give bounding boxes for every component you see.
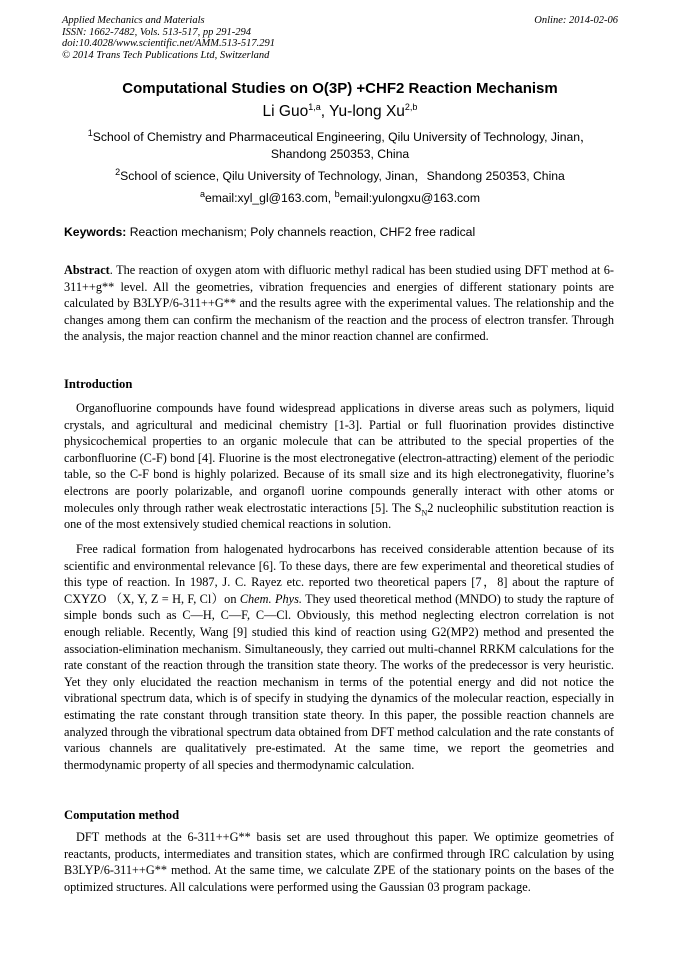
email-mark: a (199, 188, 205, 199)
author-name: Yu-long Xu (329, 103, 405, 120)
paragraph-text: 2 nucleophilic substitution reaction is one of the most extensively studied chemical reactions in solution. (64, 500, 614, 532)
copyright-line: © 2014 Trans Tech Publications Ltd, Switzerland (62, 49, 270, 61)
abstract-label: Abstract (64, 263, 110, 277)
email-b[interactable]: email:yulongxu@163.com (339, 191, 480, 205)
author-name: Li Guo (262, 103, 309, 120)
keywords-text: Reaction mechanism; Poly channels reaction, CHF2 free radical (126, 225, 476, 239)
introduction-paragraph-2 (64, 541, 614, 773)
journal-header (62, 15, 618, 61)
subscript: N (421, 508, 428, 518)
keywords (64, 225, 620, 239)
paragraph-text: They used theoretical method (MNDO) to study the rapture of simple bonds such as C—H, C—F, C—Cl. Obviously, this method neglecting electron correlation is not enough reliable. Recently, Wang [9] studied this kind of reaction using G2(MP2) method and presented the association-elimination mechanism. Simultaneously, they carried out multi-channel RRKM calculations for the rate constant of the reaction through the transition state theory. The works of the predecessor is very heuristic. Yet they only elucidated the reaction mechanism in terms of the potential energy and did not notice the vibrational spectrum data, which is of specify in studying the dynamics of the molecular reaction, especially in estimating the rate constant through transition state theory. In this paper, the possible reaction channels are analyzed through the vibrational spectrum data obtained from DFT method calculation and the rate constants of various channels are qualitatively pre-estimated. At the same time, we report the geometries and thermodynamic property of all species and thermodynamic calculation. (64, 591, 614, 772)
keywords-label: Keywords: (64, 225, 127, 239)
affiliation-mark: 1 (87, 127, 93, 138)
author-list (62, 103, 618, 121)
email-line (62, 190, 618, 207)
affiliation-text: School of Chemistry and Pharmaceutical Engineering, Qilu University of Technology, Jinan，Shandong 250353, China (92, 130, 593, 161)
affiliation-mark: 2 (115, 166, 121, 177)
email-a[interactable]: email:xyl_gl@163.com, (205, 191, 335, 205)
computation-heading: Computation method (64, 808, 180, 822)
author-affiliation-mark: 2,b (404, 101, 418, 112)
issn-line: ISSN: 1662-7482, Vols. 513-517, pp 291-294 (62, 26, 251, 38)
paragraph-text: Organofluorine compounds have found widespread applications in diverse areas such as polymers, liquid crystals, and agricultural and medicinal chemistry [1-3]. Partial or full fluorination provides distinctive physicochemical properties to an organic molecule that can be attributed to the special properties of the carbonfluorine (C-F) bond [4]. Fluorine is the most electronegative (electron-attracting) element of the periodic table, so the C-F bond is highly polarized. Because of its small size and its high electronegativity, fluorine’s electrons are poorly polarizable, and organofl uorine compounds generally interact with other atoms or molecules only through rather weak electrostatic interactions [5]. The S (64, 401, 614, 515)
journal-citation: Chem. Phys. (239, 591, 302, 606)
doi-line[interactable]: doi:10.4028/www.scientific.net/AMM.513-517.291 (62, 38, 275, 50)
introduction-heading: Introduction (64, 377, 133, 391)
journal-name: Applied Mechanics and Materials (62, 15, 205, 26)
paragraph-text: Free radical formation from halogenated hydrocarbons has received considerable attention because of its scientific and environmental relevance [6]. To these days, there are few experimental and theoretical studies of this type of reaction. In 1987, J. C. Rayez etc. reported two theoretical papers [7，8] about the rapture of CXYZO （X, Y, Z = H, F, Cl）on (64, 542, 614, 606)
paper-title: Computational Studies on O(3P) +CHF2 Reaction Mechanism (122, 80, 558, 97)
affiliation-1 (62, 129, 618, 163)
online-date: Online: 2014-02-06 (534, 15, 618, 26)
abstract-text: . The reaction of oxygen atom with difluoric methyl radical has been studied using DFT method at 6-311++g** level. All the geometries, vibration frequencies and energies of different stationary points are calculated by B3LYP/6-311++G** and the results agree with the experimental values. The relationship and the changes among them can confirm the mechanism of the reaction and the process of electron transfer. Through the analysis, the major reaction channel and the minor reaction channel are confirmed. (64, 263, 614, 344)
affiliation-text: School of science, Qilu University of Technology, Jinan，Shandong 250353, China (120, 169, 565, 183)
abstract (64, 262, 614, 345)
introduction-paragraph-1 (64, 400, 614, 533)
affiliation-2 (62, 168, 618, 185)
author-affiliation-mark: 1,a (308, 101, 321, 112)
email-mark: b (334, 188, 340, 199)
computation-paragraph-1: DFT methods at the 6-311++G** basis set are used throughout this paper. We optimize geometries of reactants, products, intermediates and transition states, which are confirmed through IRC calculation by using B3LYP/6-311++G** method. At the same time, we calculate ZPE of the stationary points on the bases of the optimized structures. All calculations were performed using the Gaussian 03 program package. (64, 830, 614, 894)
author-separator: , (320, 103, 330, 120)
